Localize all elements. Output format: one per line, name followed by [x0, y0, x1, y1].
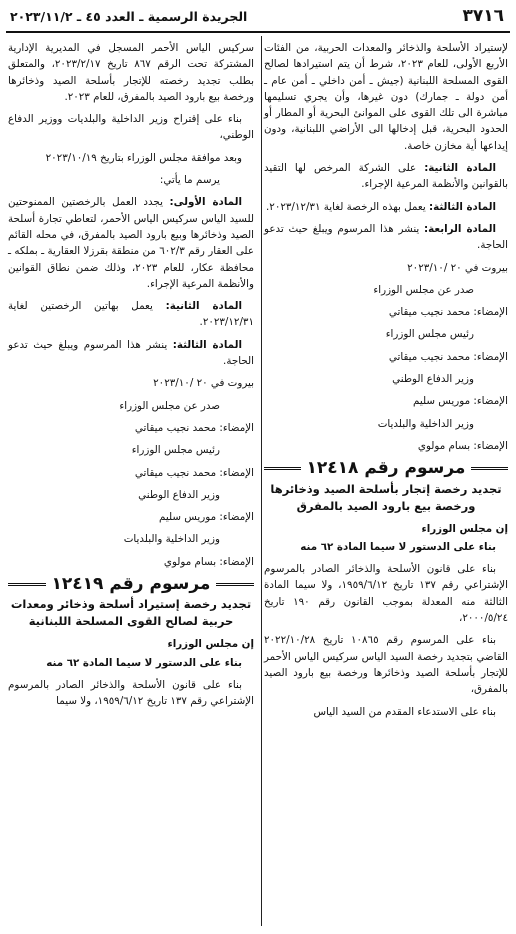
signatory-title: وزير الدفاع الوطني — [392, 373, 474, 386]
proposal-basis: بناء على إقتراح وزير الداخلية والبلديات ووزير الدفاع الوطني، — [8, 113, 254, 142]
legal-basis: بناء على قانون الأسلحة والذخائر الصادر بالمرسوم الإشتراعي رقم ١٣٧ تاريخ ١٩٥٩/٦/١٢، ولا سيما المادة الثالثة منه المعدلة بموجب القانون رقم ١٩٠ تاريخ ٢٠٠٠/٥/٢٤، — [264, 563, 509, 625]
article-text: يعمل بهذه الرخصة لغاية ٢٠٢٣/١٢/٣١. — [266, 200, 426, 213]
signature-line: الإمضاء: محمد نجيب ميقاتي — [134, 421, 254, 434]
place-date: بيروت في ٢٠ /٢٠٢٣/١٠ — [153, 377, 254, 390]
article-label: المادة الثانية: — [165, 300, 243, 313]
article-1 — [8, 194, 254, 292]
article-text: على الشركة المرخص لها التقيد بالقوانين والأنظمة المرعية الإجراء. — [264, 162, 508, 191]
signature-line: الإمضاء: محمد نجيب ميقاتي — [388, 306, 508, 319]
article-text: يجدد العمل بالرخصتين الممنوحتين للسيد الياس سركيس الياس الأحمر، لتعاطي تجارة أسلحة الصيد وذخائرها وبيع بارود الصيد بالمفرق، في محله القائم على العقار رقم ٦٠٢/٣ من منطقة بقرزلا العقارية ـ بملكه ـ محافظة عكار، للعام ٢٠٢٣، وذلك ضمن نطاق القوانين والأنظمة المرعية الإجراء. — [8, 196, 254, 290]
separator-bar — [216, 583, 254, 586]
decree-number: مرسوم رقم ١٢٤١٨ — [306, 458, 466, 479]
separator-bar — [8, 583, 46, 586]
article-4 — [264, 221, 508, 254]
signatory-title: وزير الدفاع الوطني — [138, 488, 220, 501]
article-label: المادة الثالثة: — [428, 200, 496, 213]
signatory-title: وزير الداخلية والبلديات — [377, 417, 474, 430]
decree-title: تجديد رخصة إتجار بأسلحة الصيد وذخائرها ورخصة بيع بارود الصيد بالمفرق — [270, 481, 502, 513]
header-rule — [6, 31, 510, 33]
signatory-title: وزير الداخلية والبلديات — [123, 533, 220, 546]
decree-title: تجديد رخصة إستيراد أسلحة وذخائر ومعدات حربية لصالح القوى المسلحة اللبنانية — [10, 597, 252, 629]
signature-line: الإمضاء: محمد نجيب ميقاتي — [134, 466, 254, 479]
signature-line: الإمضاء: موريس سليم — [159, 511, 254, 524]
signatory-title: رئيس مجلس الوزراء — [131, 444, 220, 457]
intro-paragraph: لإستيراد الأسلحة والذخائر والمعدات الحربية، من الفئات الأربع الأولى، للعام ٢٠٢٣، شرط أن يتم استيرادها لصالح القوى المسلحة اللبنانية (جيش ـ أمن داخلي ـ أمن عام ـ أمن دولة ـ جمارك) دون غيرها، وأن يجري تسليمها مباشرة الى تلك القوى على الموانئ البحرية أو المطار أو الحدود البحرية، قبل إدخالها الى الأراضي اللبنانية، ودون إيداعها أية مخازن خاصة. — [264, 42, 508, 152]
article-text: ينشر هذا المرسوم ويبلغ حيث تدعو الحاجة. — [8, 338, 254, 368]
decrees-line: يرسم ما يأتي: — [159, 174, 220, 187]
separator-bar — [264, 467, 301, 470]
signature-line: الإمضاء: بسام مولوي — [163, 555, 254, 568]
legal-basis: بناء على الاستدعاء المقدم من السيد الياس — [313, 705, 496, 718]
council-heading: إن مجلس الوزراء — [167, 638, 254, 651]
signature-line: الإمضاء: محمد نجيب ميقاتي — [388, 350, 508, 363]
decree-separator — [264, 458, 508, 479]
article-3 — [264, 199, 508, 215]
signatory-title: رئيس مجلس الوزراء — [385, 328, 474, 341]
running-head: الجريدة الرسمية ـ العدد ٤٥ ـ ٢٠٢٣/١١/٢ — [10, 9, 248, 24]
signature-line: الإمضاء: بسام مولوي — [417, 439, 508, 452]
signature-line: الإمضاء: موريس سليم — [413, 395, 508, 408]
article-text: يعمل بهاتين الرخصتين لغاية ٢٠٢٣/١٢/٣١. — [8, 300, 254, 329]
issued-by: صدر عن مجلس الوزراء — [373, 283, 474, 296]
legal-basis: بناء على قانون الأسلحة والذخائر الصادر بالمرسوم الإشتراعي رقم ١٣٧ تاريخ ١٩٥٩/٦/١٢، ولا سيما — [8, 678, 254, 708]
article-label: المادة الثالثة: — [172, 338, 242, 351]
article-text: ينشر هذا المرسوم ويبلغ حيث تدعو الحاجة. — [264, 222, 508, 252]
article-2 — [264, 160, 508, 193]
place-date: بيروت في ٢٠ /٢٠٢٣/١٠ — [407, 261, 508, 274]
separator-bar — [471, 467, 508, 470]
article-label: المادة الأولى: — [169, 196, 242, 209]
council-heading: إن مجلس الوزراء — [421, 522, 508, 535]
decree-number: مرسوم رقم ١٢٤١٩ — [51, 574, 211, 595]
decree-separator — [8, 574, 254, 595]
approval-basis: وبعد موافقة مجلس الوزراء بتاريخ ٢٠٢٣/١٠/١٩ — [45, 151, 242, 164]
issued-by: صدر عن مجلس الوزراء — [119, 399, 220, 412]
article-label: المادة الثانية: — [424, 162, 496, 175]
legal-basis: بناء على المرسوم رقم ١٠٨٦٥ تاريخ ٢٠٢٢/١٠/٢٨ القاضي بتجديد رخصة السيد الياس سركيس الياس الأحمر للإتجار بأسلحة الصيد وذخائرها ورخصة بيع بارود الصيد بالمفرق، — [264, 634, 508, 696]
page-number: ٣٧١٦ — [462, 6, 504, 26]
constitution-basis: بناء على الدستور لا سيما المادة ٦٢ منه — [300, 540, 496, 553]
article-label: المادة الرابعة: — [424, 222, 496, 235]
constitution-basis: بناء على الدستور لا سيما المادة ٦٢ منه — [46, 656, 242, 669]
intro-paragraph: سركيس الياس الأحمر المسجل في المديرية الإدارية المشتركة تحت الرقم ٨٦٧ تاريخ ٢٠٢٣/٢/١٧، والمتعلق بطلب تجديد رخصته للإتجار بأسلحة الصيد وذخائرها ورخصة بيع بارود الصيد بالمفرق، للعام ٢٠٢٣. — [8, 42, 254, 103]
right-column — [264, 40, 508, 726]
article-3 — [8, 337, 254, 370]
column-divider — [261, 36, 262, 926]
left-column — [8, 40, 254, 716]
article-2 — [8, 298, 254, 331]
